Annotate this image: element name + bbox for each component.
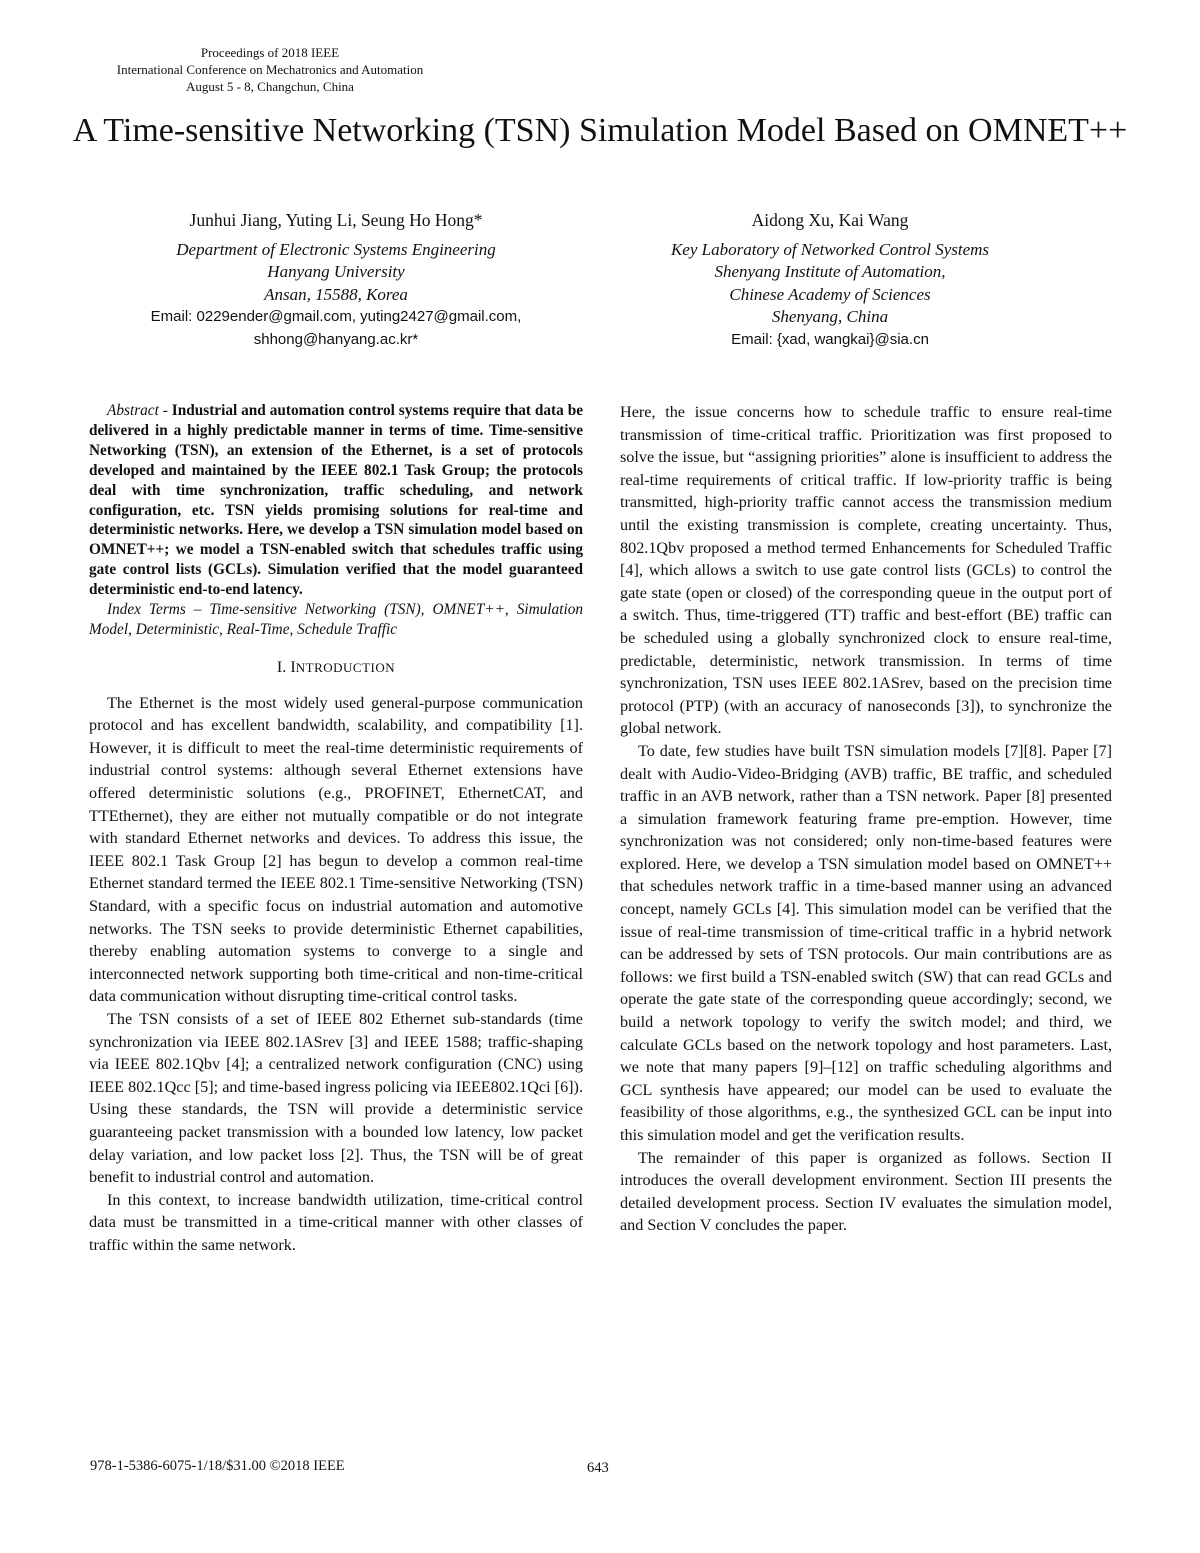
section-rest: NTRODUCTION — [295, 660, 396, 676]
author-names-left: Junhui Jiang, Yuting Li, Seung Ho Hong* — [189, 210, 483, 230]
affiliation-right — [620, 209, 1040, 351]
page-number: 643 — [587, 1460, 609, 1476]
body-paragraph: To date, few studies have built TSN simulation models [7][8]. Paper [7] dealt with Audio-Video-Bridging (AVB) traffic, BE traffic, and scheduled traffic in an AVB network, rather than a TSN network. Paper [8] presented a simulation framework featuring frame pre-emption. However, time synchronization was not considered; only non-time-based features were explored. Here, we develop a TSN simulation model based on OMNET++ that schedules network traffic in a time-based manner using an advanced concept, namely GCLs [4]. This simulation model can be verified that the issue of real-time transmission of time-critical traffic in a hybrid network can be addressed by sets of TSN protocols. Our main contributions are as follows: we first build a TSN-enabled switch (SW) that can read GCLs and operate the gate state of the corresponding queue accordingly; second, we build a network topology to verify the switch model; and third, we calculate GCLs based on the network topology and host parameters. Last, we note that many papers [9]–[12] on traffic scheduling algorithms and GCL synthesis have appeared; our model can be used to evaluate the feasibility of those algorithms, e.g., the synthesized GCL can be input into this simulation model and get the verification results. — [620, 741, 1112, 1144]
body-paragraph: The remainder of this paper is organized as follows. Section II introduces the overall development environment. Section III presents the detailed development process. Section IV evaluates the simulation model, and Section V concludes the paper. — [620, 1148, 1112, 1235]
abstract — [89, 401, 583, 600]
academy-right: Chinese Academy of Sciences — [729, 284, 931, 304]
conference-line: International Conference on Mechatronics and Automation — [116, 62, 424, 77]
section-numeral: I. — [276, 658, 287, 677]
department-right: Key Laboratory of Networked Control Systems — [670, 239, 990, 259]
copyright-footer: 978-1-5386-6075-1/18/$31.00 ©2018 IEEE — [90, 1458, 345, 1474]
index-terms: Index Terms – Time-sensitive Networking (TSN), OMNET++, Simulation Model, Deterministic, Real-Time, Schedule Traffic — [89, 601, 583, 639]
department-left: Department of Electronic Systems Engineering — [176, 239, 496, 259]
proceedings-line: Proceedings of 2018 IEEE — [200, 45, 340, 60]
abstract-label: Abstract - — [107, 402, 168, 419]
section-cap: I — [290, 658, 296, 677]
dates-line: August 5 - 8, Changchun, China — [186, 79, 354, 94]
left-column — [89, 401, 583, 1257]
email-left-line1: Email: 0229ender@gmail.com, yuting2427@gmail.com, — [150, 308, 522, 325]
paper-title: A Time-sensitive Networking (TSN) Simulation Model Based on OMNET++ — [72, 112, 1128, 149]
abstract-text: Industrial and automation control systems require that data be delivered in a highly predictable manner in terms of time. Time-sensitive Networking (TSN), an extension of the Ethernet, is a set of protocols developed and maintained by the IEEE 802.1 Task Group; the protocols deal with time synchronization, traffic scheduling, and network configuration, etc. TSN yields promising solutions for real-time and deterministic networks. Here, we develop a TSN simulation model based on OMNET++; we model a TSN-enabled switch that schedules traffic using gate control lists (GCLs). Simulation verified that the model guaranteed deterministic end-to-end latency. — [89, 402, 584, 599]
email-left-line2: shhong@hanyang.ac.kr* — [253, 330, 419, 348]
right-column — [620, 401, 1112, 1237]
section-heading-introduction — [89, 656, 583, 680]
university-left: Hanyang University — [267, 262, 405, 281]
institute-right: Shenyang Institute of Automation, — [714, 262, 946, 281]
city-left: Ansan, 15588, Korea — [264, 284, 408, 304]
body-paragraph: The TSN consists of a set of IEEE 802 Ethernet sub-standards (time synchronization via IEEE 802.1ASrev [3] and IEEE 1588; traffic-shaping via IEEE 802.1Qbv [4]; a centralized network configuration (CNC) using IEEE 802.1Qcc [5]; and time-based ingress policing via IEEE802.1Qci [6]). Using these standards, the TSN will provide a deterministic service guaranteeing packet transmission with a bounded low latency, low packet delay variation, and low packet loss [2]. Thus, the TSN will be of great benefit to industrial control and automation. — [89, 1009, 583, 1187]
email-right: Email: {xad, wangkai}@sia.cn — [731, 330, 929, 348]
conference-header — [80, 44, 460, 95]
body-paragraph: Here, the issue concerns how to schedule traffic to ensure real-time transmission of time-critical traffic. Prioritization was first proposed to solve the issue, but “assigning priorities” alone is insufficient to address the real-time requirements of critical traffic. If low-priority traffic is being transmitted, high-priority traffic cannot access the transmission medium until the existing transmission is complete, creating uncertainty. Thus, 802.1Qbv proposed a method termed Enhancements for Scheduled Traffic [4], which allows a switch to use gate control lists (GCLs) to control the gate state (open or closed) of the corresponding queue in the output port of a switch. Thus, time-triggered (TT) traffic and best-effort (BE) traffic can be scheduled using a globally synchronized clock to ensure real-time, predictable, deterministic, network transmission. In terms of time synchronization, TSN uses IEEE 802.1ASrev, based on the precision time protocol (PTP) (with an accuracy of nanoseconds [3]), to synchronize the global network. — [620, 403, 1112, 738]
affiliation-left — [90, 209, 582, 351]
city-right: Shenyang, China — [771, 307, 889, 326]
body-paragraph: In this context, to increase bandwidth utilization, time-critical control data must be transmitted in a time-critical manner with other classes of traffic within the same network. — [89, 1190, 583, 1254]
body-paragraph: The Ethernet is the most widely used general-purpose communication protocol and has excellent bandwidth, scalability, and compatibility [1]. However, it is difficult to meet the real-time deterministic requirements of industrial control systems: although several Ethernet extensions have offered deterministic solutions (e.g., PROFINET, EthernetCAT, and TTEthernet), they are either not mutually compatible or do not integrate with standard Ethernet networks and devices. To address this issue, the IEEE 802.1 Task Group [2] has begun to develop a common real-time Ethernet standard termed the IEEE 802.1 Time-sensitive Networking (TSN) Standard, with a specific focus on industrial automation and automotive networks. The TSN seeks to provide deterministic Ethernet capabilities, thereby enabling automation systems to converge to a single and interconnected network supporting both time-critical and non-time-critical data communication without disrupting time-critical control tasks. — [89, 693, 583, 1006]
author-names-right: Aidong Xu, Kai Wang — [751, 210, 909, 230]
